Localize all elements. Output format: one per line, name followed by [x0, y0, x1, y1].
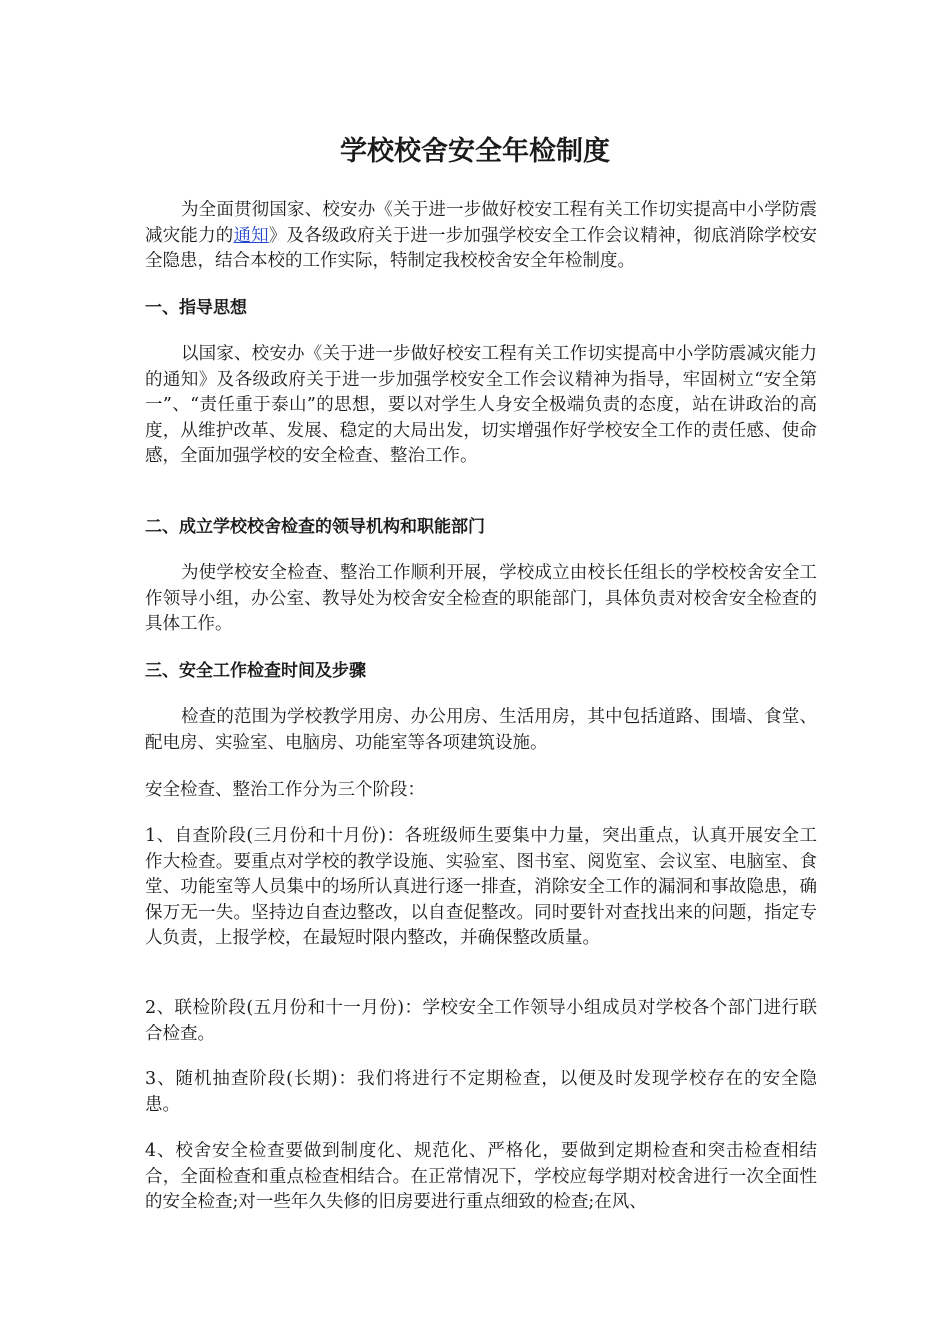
section3-heading: 三、安全工作检查时间及步骤	[145, 661, 366, 681]
stage-item-1: 1、自查阶段(三月份和十月份)：各班级师生要集中力量，突出重点，认真开展安全工作大检查。要重点对学校的教学设施、实验室、图书室、阅览室、会议室、电脑室、食堂、功能室等人员集中的场所认真进行逐一排查，消除安全工作的漏洞和事故隐患，确保万无一失。坚持边自查边整改，以自查促整改。同时要针对查找出来的问题，指定专人负责，上报学校，在最短时限内整改，并确保整改质量。	[145, 826, 817, 949]
intro-paragraph	[145, 198, 817, 275]
stage-item-3: 3、随机抽查阶段(长期)：我们将进行不定期检查，以便及时发现学校存在的安全隐患。	[145, 1069, 817, 1115]
document-title: 学校校舍安全年检制度	[340, 136, 610, 167]
section3-scope: 检查的范围为学校教学用房、办公用房、生活用房，其中包括道路、围墙、食堂、配电房、实验室、电脑房、功能室等各项建筑设施。	[145, 707, 817, 753]
stage-item-2: 2、联检阶段(五月份和十一月份)：学校安全工作领导小组成员对学校各个部门进行联合检查。	[145, 998, 817, 1044]
section2-heading: 二、成立学校校舍检查的领导机构和职能部门	[145, 517, 485, 537]
section2-body: 为使学校安全检查、整治工作顺利开展，学校成立由校长任组长的学校校舍安全工作领导小组，办公室、教导处为校舍安全检查的职能部门，具体负责对校舍安全检查的具体工作。	[145, 563, 817, 635]
notice-link[interactable]: 通知	[233, 225, 269, 246]
section1-body: 以国家、校安办《关于进一步做好校安工程有关工作切实提高中小学防震减灾能力的通知》及各级政府关于进一步加强学校安全工作会议精神为指导，牢固树立“安全第一”、“责任重于泰山”的思想，要以对学生人身安全极端负责的态度，站在讲政治的高度，从维护改革、发展、稳定的大局出发，切实增强作好学校安全工作的责任感、使命感，全面加强学校的安全检查、整治工作。	[145, 344, 817, 467]
stages-intro: 安全检查、整治工作分为三个阶段：	[145, 780, 425, 800]
intro-text-after: 》及各级政府关于进一步加强学校安全工作会议精神，彻底消除学校安全隐患，结合本校的工作实际，特制定我校校舍安全年检制度。	[145, 225, 818, 272]
intro-text-before: 为全面贯彻国家、校安办《关于进一步做好校安工程有关工作切实提高中小学防震减灾能力的	[145, 200, 817, 246]
stage-item-4: 4、校舍安全检查要做到制度化、规范化、严格化，要做到定期检查和突击检查相结合，全面检查和重点检查相结合。在正常情况下，学校应每学期对校舍进行一次全面性的安全检查;对一些年久失修的旧房要进行重点细致的检查;在风、	[145, 1141, 817, 1213]
section1-heading: 一、指导思想	[145, 298, 247, 318]
